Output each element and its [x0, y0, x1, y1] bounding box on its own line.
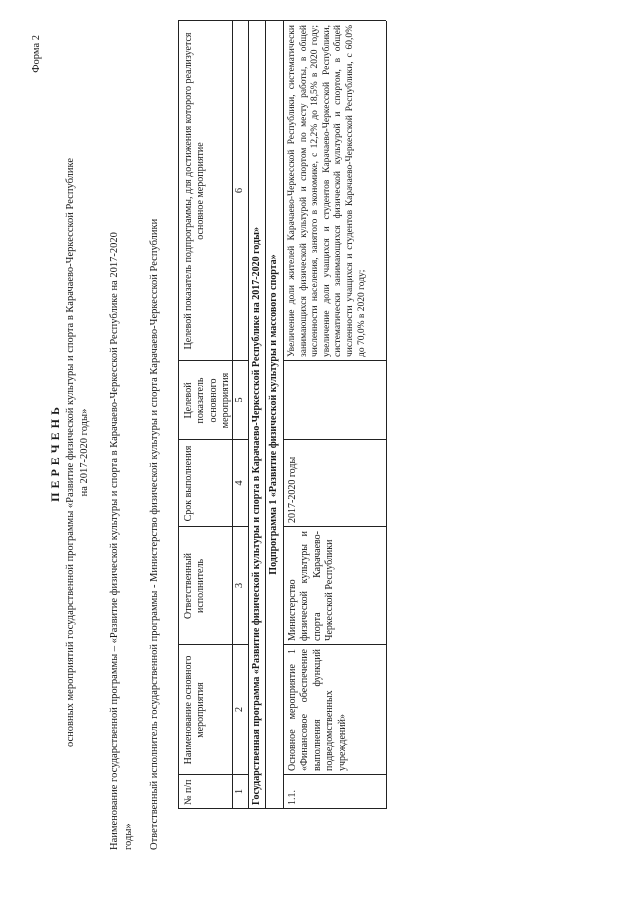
- row-term: 2017-2020 годы: [287, 456, 298, 523]
- column-number-1: 1: [234, 788, 245, 795]
- column-number-5: 5: [234, 397, 245, 403]
- header-term: Срок выполнения: [183, 445, 194, 522]
- column-number-2: 2: [234, 706, 245, 713]
- document-subtitle-line2: на 2017-2020 годы»: [79, 408, 90, 497]
- document-title: ПЕРЕЧЕНЬ: [48, 403, 62, 502]
- responsible-executor: Ответственный исполнитель государственной программы - Министерство физической культуры и спорта Карачаево-Черкесской Республики: [149, 218, 160, 850]
- row-number: 1.1.: [287, 790, 298, 805]
- document-subtitle-line1: основных мероприятий государственной программы «Развитие физической культуры и спорта в Карачаево-Черкесской Республике: [65, 157, 76, 748]
- subprogram-row: Подпрограмма 1 «Развитие физической культуры и массового спорта»: [268, 254, 279, 575]
- program-name-line2: годы»: [123, 823, 134, 850]
- header-number: № п/п: [183, 779, 194, 805]
- form-label: Форма 2: [31, 35, 42, 73]
- row-subprogram-indicator: Увеличение доли жителей Карачаево-Черкесской Республики, систематически занимающихся физической культурой и спортом по месту работы, в общей численности населения, занятого в экономике, с 12,2% до 18,5% в 2020 году; увеличение доли учащихся и студентов Карачаево-Черкесской Республики, систематически занимающихся физической культурой и спортом, в общей численности учащихся и студентов Карачаево-Черкесской Республики, с 60,0% до 70,0% в 2020 году;: [287, 25, 367, 357]
- header-subprogram-indicator: Целевой показатель подпрограммы, для достижения которого реализуется основное мероприятие: [183, 32, 207, 350]
- row-executor: Министерство физической культуры и спорта Карачаево-Черкесской Республики: [287, 531, 336, 641]
- column-number-6: 6: [234, 187, 245, 194]
- program-row: Государственная программа «Развитие физической культуры и спорта в Карачаево-Черкесской Республике на 2017-2020 годы»: [251, 227, 262, 805]
- row-activity-name: Основное мероприятие 1 «Финансовое обеспечение выполнения функций подведомственных учреждений»: [287, 649, 348, 771]
- header-executor: Ответственный исполнитель: [183, 553, 207, 619]
- header-activity-name: Наименование основного мероприятия: [183, 655, 207, 765]
- program-name-line1: Наименование государственной программы – «Развитие физической культуры и спорта в Карачаево-Черкесской Республике на 2017-2020: [109, 232, 120, 850]
- column-number-3: 3: [234, 582, 245, 589]
- header-activity-indicator: Целевой показатель основного мероприятия: [183, 372, 232, 429]
- column-number-4: 4: [234, 480, 245, 486]
